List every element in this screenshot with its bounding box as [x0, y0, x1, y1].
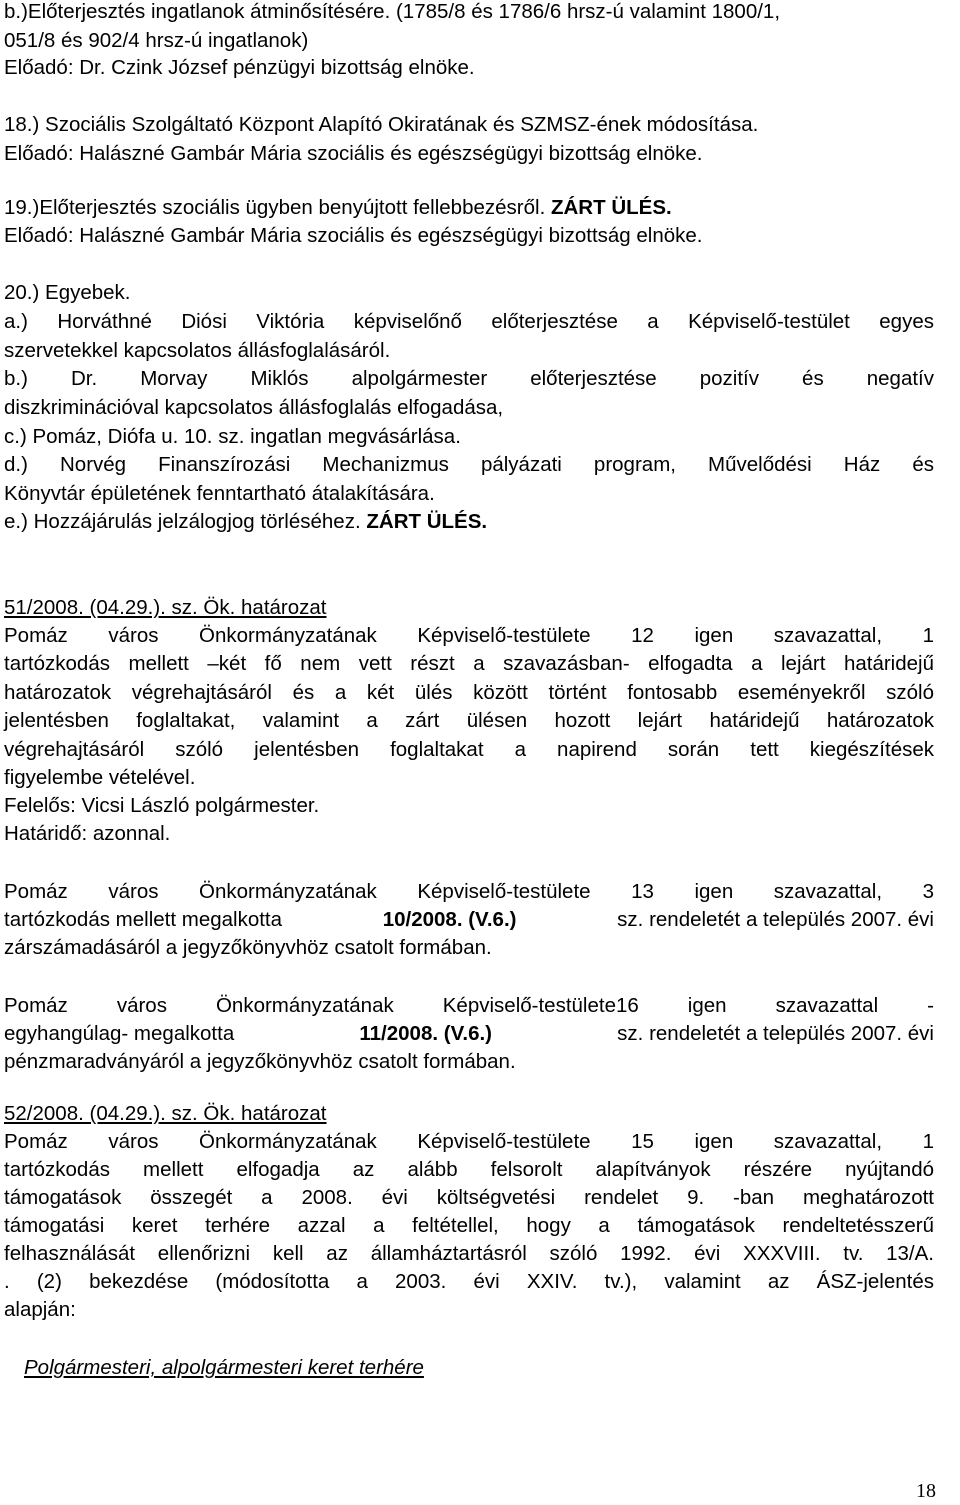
decree-11-line2c: sz. rendeletét a település 2007. évi [617, 1022, 934, 1045]
item-19-title: 19.)Előterjesztés szociális ügyben benyújtott fellebbezésről. [4, 196, 546, 219]
item-19-line [4, 196, 672, 220]
resolution-51-heading: 51/2008. (04.29.). sz. Ök. határozat [4, 596, 327, 619]
item-20-title: 20.) Egyebek. [4, 281, 131, 304]
item-c-line: c.) Pomáz, Diófa u. 10. sz. ingatlan megvásárlása. [4, 425, 461, 448]
resolution-51-line2: tartózkodás mellett –két fő nem vett részt a szavazásban- elfogadta a lejárt határidejű [4, 652, 934, 675]
decree-10-line2a: tartózkodás mellett megalkotta [4, 908, 283, 931]
page-number: 18 [916, 1480, 936, 1502]
item-d-line2: Könyvtár épületének fenntartható átalakítására. [4, 482, 435, 505]
resolution-51-responsible: Felelős: Vicsi László polgármester. [4, 794, 320, 817]
resolution-51-line5: végrehajtásáról szóló jelentésben foglaltakat a napirend során tett kiegészítések [4, 738, 934, 761]
item-18-presenter: Előadó: Halászné Gambár Mária szociális és egészségügyi bizottság elnöke. [4, 142, 703, 165]
item-e-closed-session: ZÁRT ÜLÉS. [366, 510, 488, 533]
decree-10-line3: zárszámadásáról a jegyzőkönyvhöz csatolt formában. [4, 936, 492, 959]
item-d-line1: d.) Norvég Finanszírozási Mechanizmus pályázati program, Művelődési Ház és [4, 453, 934, 476]
decree-10-line2 [4, 908, 934, 932]
item-b-title: b.)Előterjesztés ingatlanok átminősítésére. (1785/8 és 1786/6 hrsz-ú valamint 1800/1, [4, 0, 781, 23]
decree-10-number: 10/2008. (V.6.) [382, 908, 517, 931]
decree-11-line2a: egyhangúlag- megalkotta [4, 1022, 235, 1045]
resolution-52-line1: Pomáz város Önkormányzatának Képviselő-testülete 15 igen szavazattal, 1 [4, 1130, 934, 1153]
decree-11-line2 [4, 1022, 934, 1046]
decree-10-line2c: sz. rendeletét a település 2007. évi [617, 908, 934, 931]
resolution-52-line6: . (2) bekezdése (módosította a 2003. évi XXIV. tv.), valamint az ÁSZ-jelentés [4, 1270, 934, 1293]
resolution-52-line7: alapján: [4, 1298, 76, 1321]
item-19-closed-session: ZÁRT ÜLÉS. [550, 196, 672, 219]
section-subheading: Polgármesteri, alpolgármesteri keret terhére [24, 1356, 424, 1379]
item-b-presenter: Előadó: Dr. Czink József pénzügyi bizottság elnöke. [4, 56, 475, 79]
decree-10-line1: Pomáz város Önkormányzatának Képviselő-testülete 13 igen szavazattal, 3 [4, 880, 934, 903]
item-bb-line2: diszkriminációval kapcsolatos állásfoglalás elfogadása, [4, 396, 504, 419]
resolution-52-heading: 52/2008. (04.29.). sz. Ök. határozat [4, 1102, 327, 1125]
decree-11-line3: pénzmaradványáról a jegyzőkönyvhöz csatolt formában. [4, 1050, 516, 1073]
item-b-title-cont: 051/8 és 902/4 hrsz-ú ingatlanok) [4, 29, 309, 52]
item-a-line2: szervetekkel kapcsolatos állásfoglalásáról. [4, 339, 391, 362]
resolution-51-line6: figyelembe vételével. [4, 766, 196, 789]
decree-11-number: 11/2008. (V.6.) [359, 1022, 492, 1045]
decree-11-line1: Pomáz város Önkormányzatának Képviselő-testülete16 igen szavazattal - [4, 994, 934, 1017]
item-e-text: e.) Hozzájárulás jelzálogjog törléséhez. [4, 510, 361, 533]
resolution-52-line4: támogatási keret terhére azzal a feltétellel, hogy a támogatások rendeltetésszerű [4, 1214, 934, 1237]
resolution-52-line2: tartózkodás mellett elfogadja az alább felsorolt alapítványok részére nyújtandó [4, 1158, 934, 1181]
resolution-51-line4: jelentésben foglaltakat, valamint a zárt ülésen hozott lejárt határidejű határozatok [4, 709, 934, 732]
item-e-line [4, 510, 487, 534]
resolution-51-line1: Pomáz város Önkormányzatának Képviselő-testülete 12 igen szavazattal, 1 [4, 624, 934, 647]
item-a-line1: a.) Horváthné Diósi Viktória képviselőnő előterjesztése a Képviselő-testület egyes [4, 310, 934, 333]
resolution-52-line5: felhasználását ellenőrizni kell az államháztartásról szóló 1992. évi XXXVIII. tv. 13/A. [4, 1242, 934, 1265]
resolution-51-deadline: Határidő: azonnal. [4, 822, 171, 845]
item-19-presenter: Előadó: Halászné Gambár Mária szociális és egészségügyi bizottság elnöke. [4, 224, 703, 247]
item-bb-line1: b.) Dr. Morvay Miklós alpolgármester előterjesztése pozitív és negatív [4, 367, 934, 390]
item-18-title: 18.) Szociális Szolgáltató Központ Alapító Okiratának és SZMSZ-ének módosítása. [4, 113, 759, 136]
resolution-51-line3: határozatok végrehajtásáról és a két ülés között történt fontosabb eseményekről szóló [4, 681, 934, 704]
resolution-52-line3: támogatások összegét a 2008. évi költségvetési rendelet 9. -ban meghatározott [4, 1186, 934, 1209]
